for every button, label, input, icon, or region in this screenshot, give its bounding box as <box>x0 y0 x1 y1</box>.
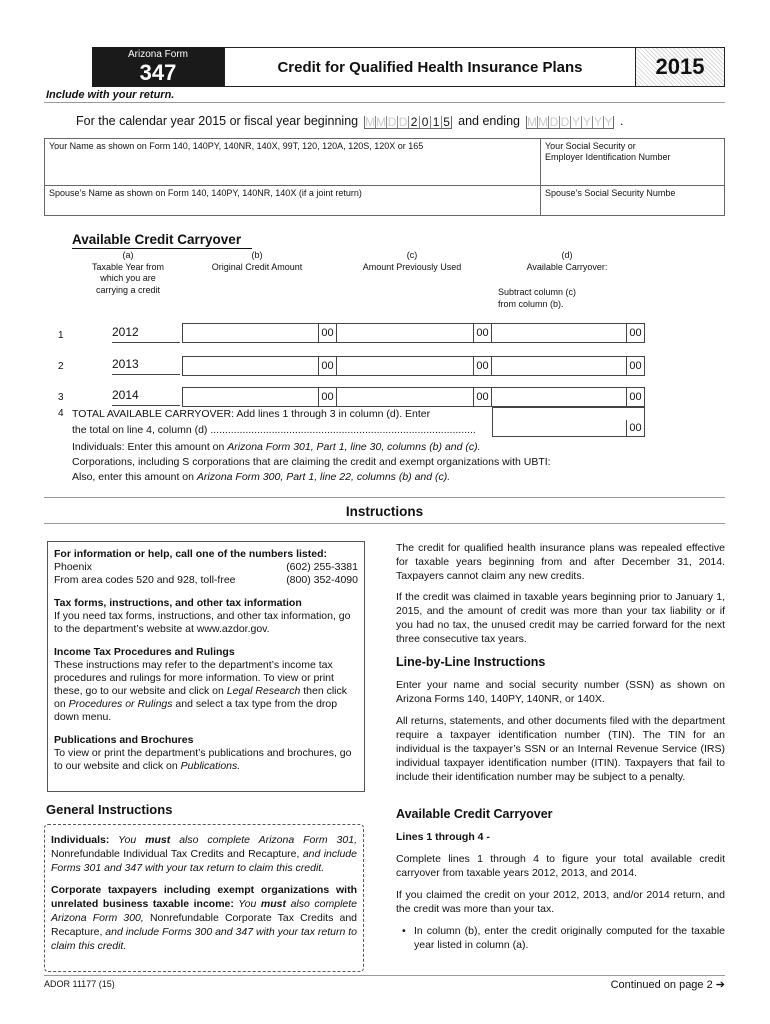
calendar-year-line <box>76 113 623 129</box>
line-2-year: 2013 <box>112 357 180 375</box>
general-instructions-box: Individuals: You must also complete Arizona Form 301, Nonrefundable Individual Tax Credits and Recapture, and include Forms 301 and 347 with your tax return to claim this credit. Corporate taxpayers including exempt organizations with unrelated business taxable income: You must also complete Arizona Form 300, Nonrefundable Corporate Tax Credits and Recapture, and include Forms 300 and 347 with your tax return to claim this credit. <box>44 824 364 972</box>
end-day-1[interactable]: D <box>549 115 559 129</box>
fiscal-begin-field[interactable] <box>364 113 452 129</box>
begin-day-2[interactable]: D <box>398 115 408 129</box>
end-day-2[interactable]: D <box>560 115 570 129</box>
line-2-number: 2 <box>58 361 64 372</box>
line-4-total-carryover[interactable]: 00 <box>492 407 645 437</box>
claimed-paragraph: If the credit was claimed in taxable years beginning prior to January 1, 2015, and the amount of credit was more than your tax liability or if you had no tax, the unused credit may be carried forward for the next three consecutive tax years. <box>396 591 725 645</box>
spouse-name-field[interactable] <box>44 186 541 216</box>
line-3-available-carryover[interactable]: 00 <box>492 387 645 407</box>
publications-text: To view or print the department’s publications and brochures, go to our website and click on Publications. <box>54 747 352 772</box>
form-code: ADOR 11177 (15) <box>44 979 115 989</box>
line-3-previously-used[interactable]: 00 <box>337 387 492 407</box>
end-year-4[interactable]: Y <box>604 115 613 129</box>
publications-heading: Publications and Brochures <box>54 734 194 746</box>
col-b-header: (b) Original Credit Amount <box>211 250 303 272</box>
corporations-note: Corporations, including S corporations that are claiming the credit and exempt organizations with UBTI: <box>72 456 551 468</box>
lines-paragraph-2: If you claimed the credit on your 2012, 2013, and/or 2014 return, and the credit was more than your tax. <box>396 889 725 915</box>
line-1-year: 2012 <box>112 325 180 343</box>
line-1-original-credit[interactable]: 00 <box>182 323 337 343</box>
end-month-2[interactable]: M <box>538 115 548 129</box>
corporations-note-2: Also, enter this amount on Arizona Form 300, Part 1, line 22, columns (b) and (c). <box>72 471 451 483</box>
line-3-original-credit[interactable]: 00 <box>182 387 337 407</box>
begin-month-1[interactable]: M <box>365 115 376 129</box>
line-2-original-credit[interactable]: 00 <box>182 356 337 376</box>
form-number-badge <box>92 47 224 87</box>
lines-heading: Lines 1 through 4 - <box>396 831 490 843</box>
line-4-text-2: the total on line 4, column (d) ........................................................................................... <box>72 424 476 436</box>
taxpayer-ssn-field[interactable] <box>541 138 725 186</box>
spouse-ssn-label: Spouse’s Social Security Numbe <box>545 188 676 198</box>
taxpayer-name-field[interactable] <box>44 138 541 186</box>
available-carryover-title: Available Credit Carryover <box>396 807 553 821</box>
begin-year-2: 0 <box>419 116 430 128</box>
calendar-middle: and ending <box>458 114 520 128</box>
begin-year-1: 2 <box>408 116 419 128</box>
col-a-header: (a) Taxable Year from which you are carrying a credit <box>91 250 165 295</box>
bullet-item: • In column (b), enter the credit originally computed for the taxable year listed in column (a). <box>402 925 725 951</box>
end-year-2[interactable]: Y <box>582 115 591 129</box>
begin-year-3: 1 <box>430 116 441 128</box>
bullet-icon: • <box>402 925 406 937</box>
footer-divider <box>44 975 725 976</box>
line-1-previously-used[interactable]: 00 <box>337 323 492 343</box>
spouse-name-label: Spouse’s Name as shown on Form 140, 140PY, 140NR, 140X (if a joint return) <box>49 188 362 198</box>
help-info-box: For information or help, call one of the numbers listed: Phoenix (602) 255-3381 From area codes 520 and 928, toll-free (800) 352-4090 Tax forms, instructions, and other tax information If you need tax forms, instructions, and other tax information, go to the department’s website at www.azdor.gov. Income Tax Procedures and Rulings These instructions may refer to the department’s income tax procedures and rulings for more information. To view or print these, go to our website and click on Legal Research then click on Procedures or Rulings and select a tax type from the drop down menu. Publications and Brochures To view or print the department’s publications and brochures, go to our website and click on Publications. <box>47 541 365 792</box>
line-2-previously-used[interactable]: 00 <box>337 356 492 376</box>
spouse-ssn-field[interactable] <box>541 186 725 216</box>
form-label: Arizona Form <box>127 49 188 60</box>
line-4-text: TOTAL AVAILABLE CARRYOVER: Add lines 1 through 3 in column (d). Enter <box>72 408 431 420</box>
instructions-divider <box>44 523 725 524</box>
end-year-3[interactable]: Y <box>593 115 602 129</box>
procedures-text: These instructions may refer to the department’s income tax procedures and rulings for more information. To view or print these, go to our website and click on Legal Research then click on Procedures or Rulings and select a tax type from the drop down menu. <box>54 659 348 723</box>
forms-text: If you need tax forms, instructions, and other tax information, go to the department’s website at www.azdor.gov. <box>54 610 351 635</box>
line-4-number: 4 <box>58 408 64 419</box>
line-3-year: 2014 <box>112 388 180 406</box>
continued-note: Continued on page 2 ➔ <box>610 979 725 991</box>
col-c-header: (c) Amount Previously Used <box>362 250 462 272</box>
fiscal-end-field[interactable] <box>526 113 614 129</box>
end-year-1[interactable]: Y <box>571 115 580 129</box>
begin-year-4: 5 <box>441 116 452 128</box>
carryover-title: Available Credit Carryover <box>72 232 242 247</box>
tax-year: 2015 <box>636 47 725 87</box>
phoenix-phone: (602) 255-3381 <box>286 561 358 573</box>
col-d-header: (d) Available Carryover: <box>526 250 608 272</box>
ssn-label-line2: Employer Identification Number <box>545 152 671 162</box>
taxpayer-name-label: Your Name as shown on Form 140, 140PY, 140NR, 140X, 99T, 120, 120A, 120S, 120X or 165 <box>49 141 424 151</box>
section-divider <box>44 497 725 498</box>
form-number: 347 <box>139 60 177 85</box>
individuals-note: Individuals: Enter this amount on Arizona Form 301, Part 1, line 30, columns (b) and (c). <box>72 441 481 453</box>
header-divider <box>44 102 725 103</box>
line-by-line-title: Line-by-Line Instructions <box>396 655 546 669</box>
col-d-note: Subtract column (c) from column (b). <box>498 287 577 309</box>
repeal-paragraph: The credit for qualified health insurance plans was repealed effective for taxable years beginning from and after December 31, 2014. Taxpayers cannot claim any new credits. <box>396 542 725 582</box>
ssn-label-line1: Your Social Security or <box>545 141 636 151</box>
forms-heading: Tax forms, instructions, and other tax information <box>54 597 302 609</box>
calendar-suffix: . <box>620 114 624 128</box>
line-3-number: 3 <box>58 392 64 403</box>
help-heading: For information or help, call one of the numbers listed: <box>54 548 328 560</box>
include-note: Include with your return. <box>46 89 175 101</box>
carryover-title-underline <box>72 248 252 249</box>
calendar-prefix: For the calendar year 2015 or fiscal year beginning <box>76 114 359 128</box>
begin-month-2[interactable]: M <box>376 115 387 129</box>
lines-paragraph-1: Complete lines 1 through 4 to figure your total available credit carryover from taxable years 2012, 2013, and 2014. <box>396 853 725 879</box>
procedures-heading: Income Tax Procedures and Rulings <box>54 646 235 658</box>
line-by-line-p1: Enter your name and social security number (SSN) as shown on Arizona Forms 140, 140PY, 140NR, or 140X. <box>396 679 725 705</box>
line-1-available-carryover[interactable]: 00 <box>492 323 645 343</box>
begin-day-1[interactable]: D <box>387 115 397 129</box>
line-1-number: 1 <box>58 330 64 341</box>
form-title: Credit for Qualified Health Insurance Plans <box>224 47 636 87</box>
end-month-1[interactable]: M <box>527 115 537 129</box>
instructions-title: Instructions <box>345 504 424 519</box>
general-instructions-title: General Instructions <box>46 802 173 817</box>
line-2-available-carryover[interactable]: 00 <box>492 356 645 376</box>
line-by-line-p2: All returns, statements, and other documents filed with the department require a taxpayer identification number (TIN). The TIN for an individual is the taxpayer’s SSN or an Internal Revenue Service (IRS) individual taxpayer identification number (ITIN). Taxpayers that fail to include their identification number may be subject to a penalty. <box>396 715 725 783</box>
tollfree-phone: (800) 352-4090 <box>286 574 358 586</box>
